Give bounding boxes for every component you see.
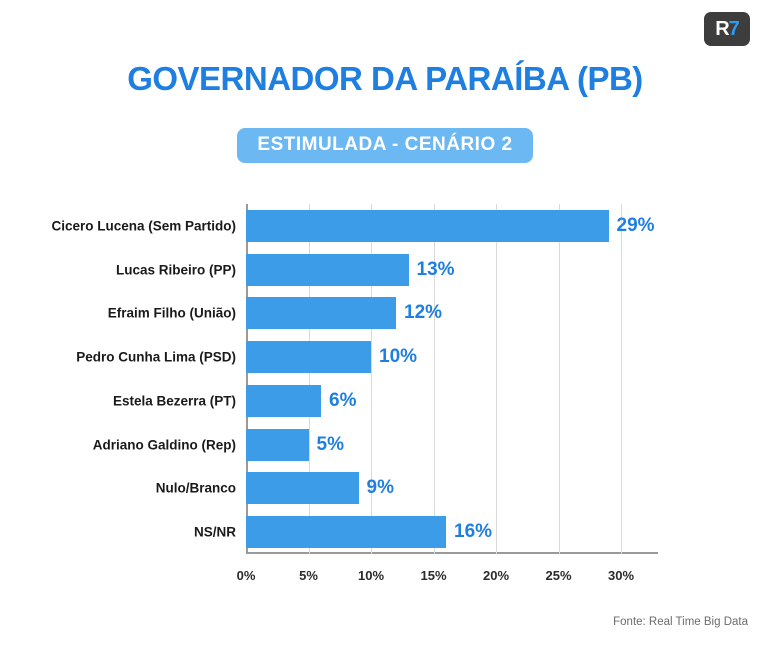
bar	[246, 429, 309, 461]
category-label: Adriano Galdino (Rep)	[92, 437, 236, 453]
x-axis-ticks	[236, 562, 646, 584]
bar	[246, 210, 609, 242]
bar-value-label: 9%	[366, 477, 394, 499]
bar-value-label: 16%	[454, 521, 493, 543]
bar	[246, 472, 359, 504]
category-label: Cicero Lucena (Sem Partido)	[51, 218, 236, 234]
bar-row	[193, 516, 646, 548]
x-tick-label: 10%	[357, 568, 385, 583]
category-label: Pedro Cunha Lima (PSD)	[76, 349, 236, 365]
bar-value-label: 6%	[329, 389, 357, 411]
source-note: Fonte: Real Time Big Data	[613, 616, 748, 628]
bar-value-label: 10%	[379, 346, 418, 368]
bar-value-label: 5%	[316, 433, 344, 455]
category-label: Efraim Filho (União)	[107, 305, 236, 321]
r7-logo	[704, 12, 750, 46]
page-title: GOVERNADOR DA PARAÍBA (PB)	[127, 60, 643, 97]
x-tick-label: 0%	[236, 568, 256, 583]
logo-text	[715, 19, 739, 39]
bar-rows	[51, 204, 655, 554]
bar-row	[107, 297, 646, 329]
bar-value-label: 29%	[616, 214, 655, 236]
bar-row	[51, 210, 655, 242]
x-tick-label: 5%	[299, 568, 318, 583]
bar	[246, 254, 409, 286]
bar-row	[76, 341, 646, 373]
bar	[246, 341, 371, 373]
x-tick-label: 15%	[420, 568, 447, 583]
subtitle-container	[0, 128, 770, 163]
bar-row	[92, 429, 646, 461]
bar-value-label: 13%	[416, 258, 455, 280]
bar	[246, 297, 396, 329]
category-label: Nulo/Branco	[155, 480, 236, 496]
bar	[246, 385, 321, 417]
category-label: Lucas Ribeiro (PP)	[115, 262, 236, 278]
logo-letter-r: R	[715, 18, 729, 40]
category-label: Estela Bezerra (PT)	[112, 393, 236, 409]
bar	[246, 516, 446, 548]
bar-row	[115, 254, 646, 286]
x-tick-label: 20%	[482, 568, 510, 583]
plot-area	[51, 204, 655, 554]
category-label: NS/NR	[193, 524, 236, 540]
bar-row	[112, 385, 646, 417]
subtitle-badge: ESTIMULADA - CENÁRIO 2	[237, 128, 532, 163]
bar-row	[155, 472, 646, 504]
x-tick-label: 30%	[607, 568, 635, 583]
bar-value-label: 12%	[404, 302, 443, 324]
x-tick-label: 25%	[545, 568, 572, 583]
chart-container	[0, 196, 770, 583]
logo-digit-7: 7	[728, 18, 739, 40]
